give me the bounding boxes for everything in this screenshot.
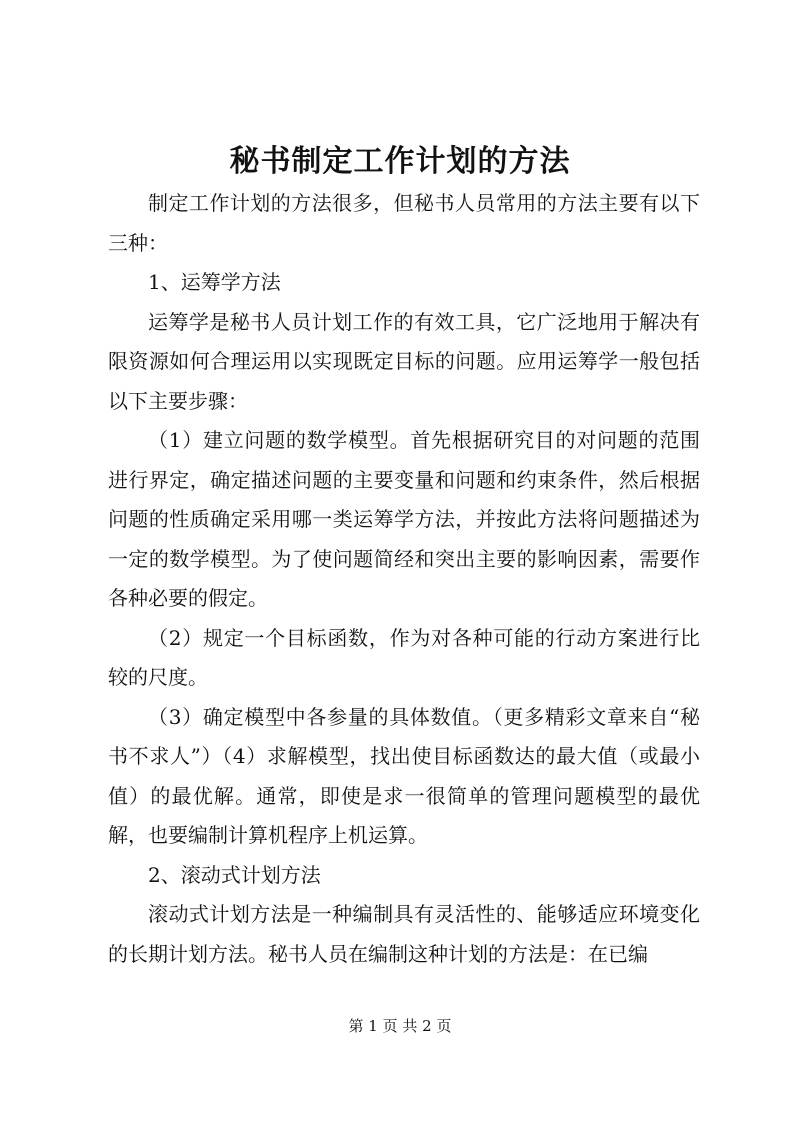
paragraph-step-3-4: （3）确定模型中各参量的具体数值。（更多精彩文章来自“秘书不求人”）（4）求解模型，找出使目标函数达的最大值（或最小值）的最优解。通常，即使是求一很简单的管理问题模型的最优解，也要编制计算机程序上机运算。 [108,704,700,847]
paragraph-intro: 制定工作计划的方法很多，但秘书人员常用的方法主要有以下三种： [108,191,700,255]
paragraph-step-1: （1）建立问题的数学模型。首先根据研究目的对问题的范围进行界定，确定描述问题的主要变量和问题和约束条件，然后根据问题的性质确定采用哪一类运筹学方法，并按此方法将问题描述为一定的数学模型。为了使问题简经和突出主要的影响因素，需要作各种必要的假定。 [108,428,700,610]
document-body [108,184,700,974]
document-title: 秘书制定工作计划的方法 [229,144,571,179]
paragraph-step-2: （2）规定一个目标函数，作为对各种可能的行动方案进行比较的尺度。 [108,625,700,689]
section-heading-rolling-plan: 2、滚动式计划方法 [148,862,321,887]
section-heading-operations-research: 1、运筹学方法 [148,270,281,294]
paragraph-rolling-plan: 滚动式计划方法是一种编制具有灵活性的、能够适应环境变化的长期计划方法。秘书人员在编制这种计划的方法是：在已编 [108,902,700,966]
paragraph-operations-research: 运筹学是秘书人员计划工作的有效工具，它广泛地用于解决有限资源如何合理运用以实现既定目标的问题。应用运筹学一般包括以下主要步骤： [108,309,700,413]
page-number-footer: 第 1 页 共 2 页 [348,1017,452,1035]
